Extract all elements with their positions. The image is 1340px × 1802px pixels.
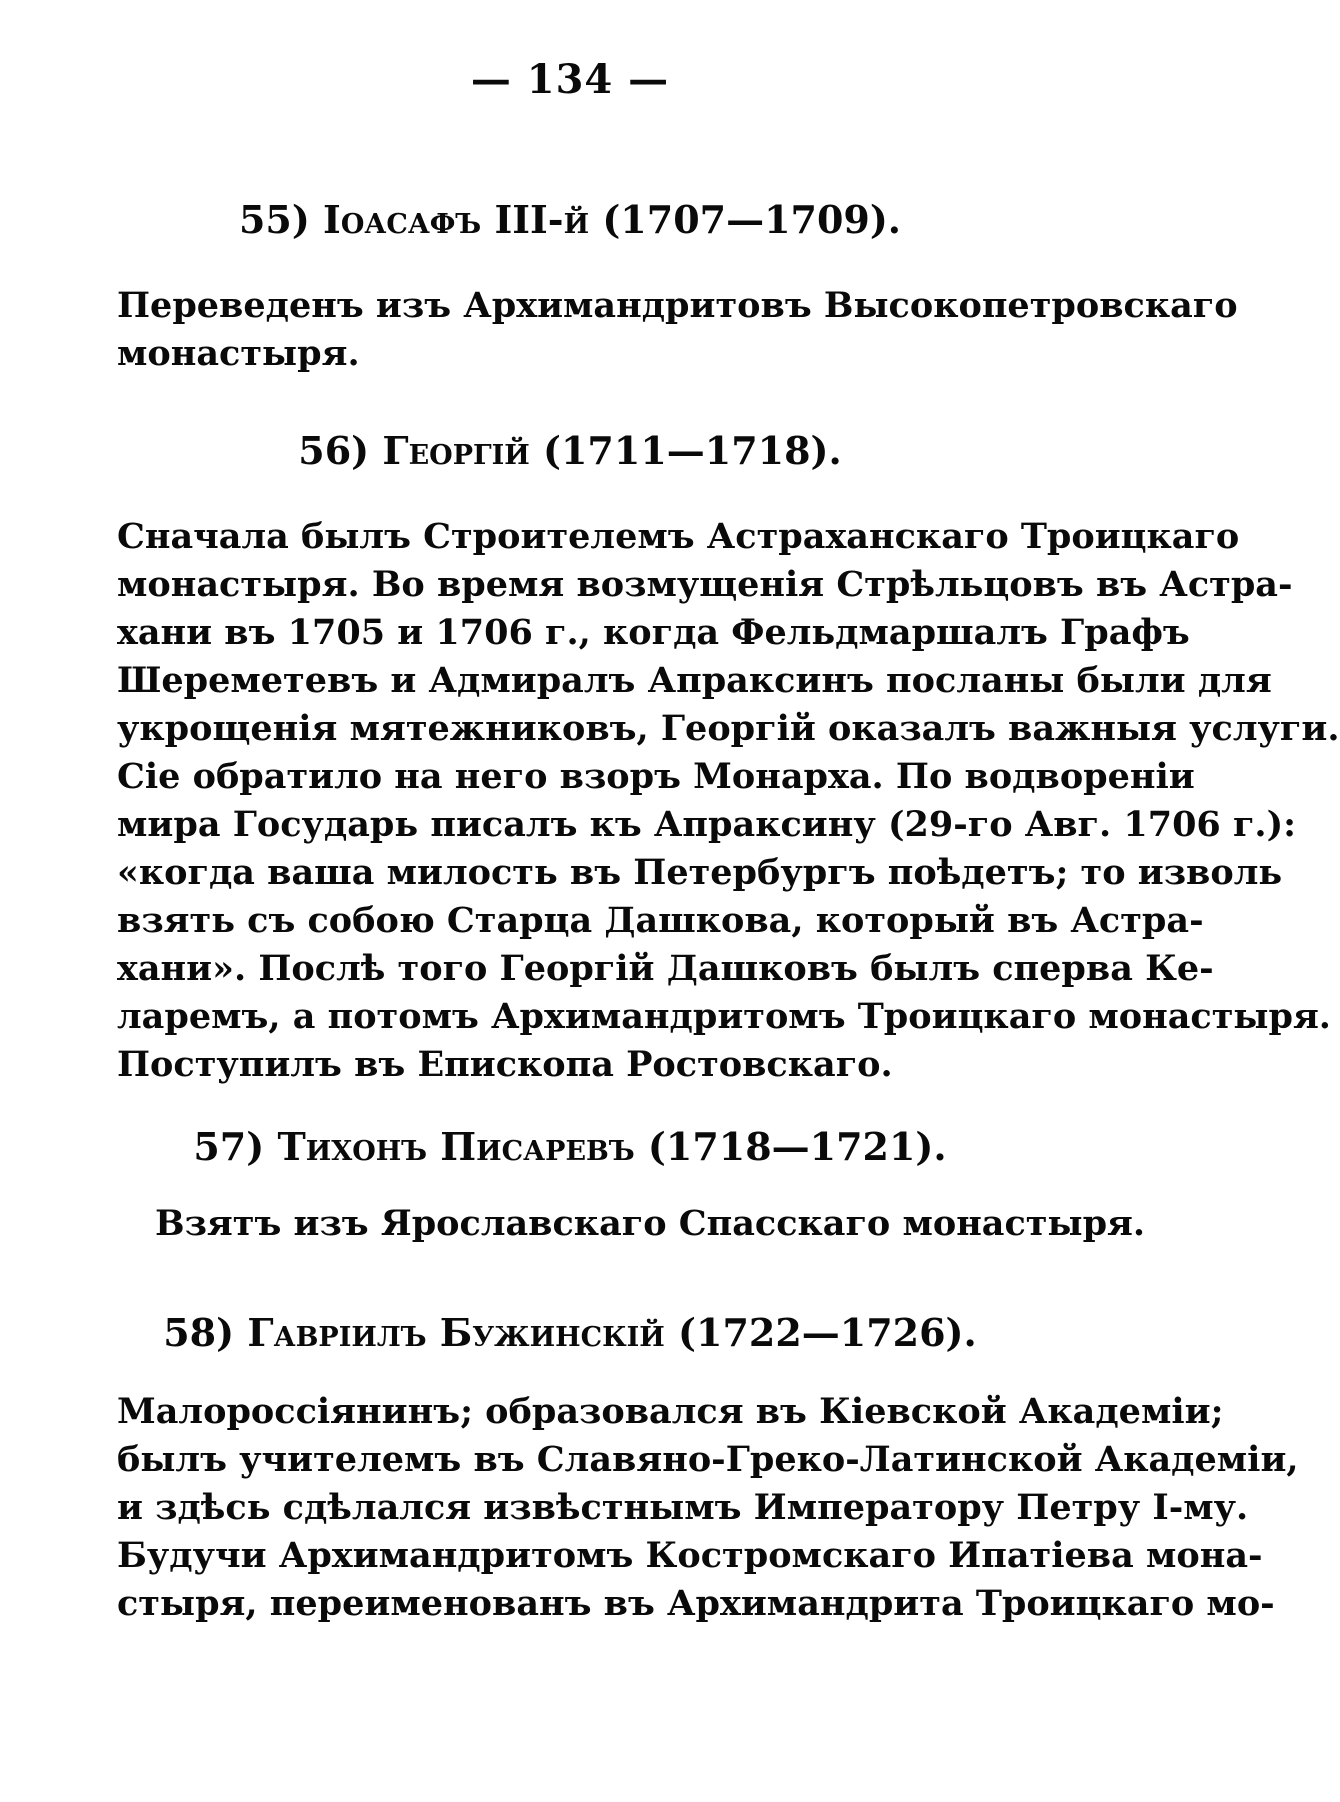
entry-name: Тихонъ Писаревъ xyxy=(277,1124,635,1169)
entry-number: 57) xyxy=(193,1124,265,1169)
text-line: мира Государь писалъ къ Апраксину (29-го Авг. 1706 г.): xyxy=(117,804,1297,845)
text-line: монастыря. xyxy=(117,333,360,374)
text-line: Поступилъ въ Епископа Ростовскаго. xyxy=(117,1044,893,1085)
text-line: Будучи Архимандритомъ Костромскаго Ипатіева мона- xyxy=(117,1535,1263,1576)
entry-text-56 xyxy=(117,513,1340,1089)
text-line: хани». Послѣ того Георгій Дашковъ былъ сперва Ке- xyxy=(117,948,1214,989)
entry-heading-58 xyxy=(0,1310,1140,1355)
entry-number: 56) xyxy=(298,428,370,473)
text-line: «когда ваша милость въ Петербургъ поѣдетъ; то изволь xyxy=(117,852,1283,893)
text-line: укрощенія мятежниковъ, Георгій оказалъ важныя услуги. xyxy=(117,708,1340,749)
text-line: Сіе обратило на него взоръ Монарха. По водвореніи xyxy=(117,756,1195,797)
entry-number: 55) xyxy=(238,197,310,242)
entry-name: Гавріилъ Бужинскій xyxy=(247,1310,665,1355)
text-line: Сначала былъ Строителемъ Астраханскаго Троицкаго xyxy=(117,516,1240,557)
text-line: хани въ 1705 и 1706 г., когда Фельдмаршалъ Графъ xyxy=(117,612,1190,653)
entry-heading-56 xyxy=(0,428,1140,473)
text-line: и здѣсь сдѣлался извѣстнымъ Императору Петру І-му. xyxy=(117,1487,1249,1528)
entry-text-55 xyxy=(117,282,1238,378)
entry-name: Георгій xyxy=(382,428,530,473)
text-line: стыря, переименованъ въ Архимандрита Троицкаго мо- xyxy=(117,1583,1275,1624)
text-line: Шереметевъ и Адмиралъ Апраксинъ посланы были для xyxy=(117,660,1272,701)
entry-heading-57 xyxy=(0,1124,1140,1169)
entry-years: (1722—1726). xyxy=(678,1310,977,1355)
entry-years: (1707—1709). xyxy=(602,197,902,242)
entry-number: 58) xyxy=(163,1310,235,1355)
text-line: монастыря. Во время возмущенія Стрѣльцовъ въ Астра- xyxy=(117,564,1293,605)
entry-text-58 xyxy=(117,1388,1299,1628)
entry-years: (1718—1721). xyxy=(647,1124,947,1169)
text-line: Переведенъ изъ Архимандритовъ Высокопетровскаго xyxy=(117,285,1238,326)
text-line: Малороссіянинъ; образовался въ Кіевской Академіи; xyxy=(117,1391,1224,1432)
entry-text-57 xyxy=(155,1200,1146,1248)
text-line: ларемъ, а потомъ Архимандритомъ Троицкаго монастыря. xyxy=(117,996,1331,1037)
text-line: былъ учителемъ въ Славяно-Греко-Латинской Академіи, xyxy=(117,1439,1299,1480)
text-line: взять съ собою Старца Дашкова, который въ Астра- xyxy=(117,900,1204,941)
page-number: — 134 — xyxy=(470,56,670,103)
entry-years: (1711—1718). xyxy=(543,428,842,473)
entry-name: Іоасафъ ІІІ-й xyxy=(323,197,590,242)
entry-heading-55 xyxy=(0,197,1140,242)
text-line: Взятъ изъ Ярославскаго Спасскаго монастыря. xyxy=(155,1203,1146,1244)
